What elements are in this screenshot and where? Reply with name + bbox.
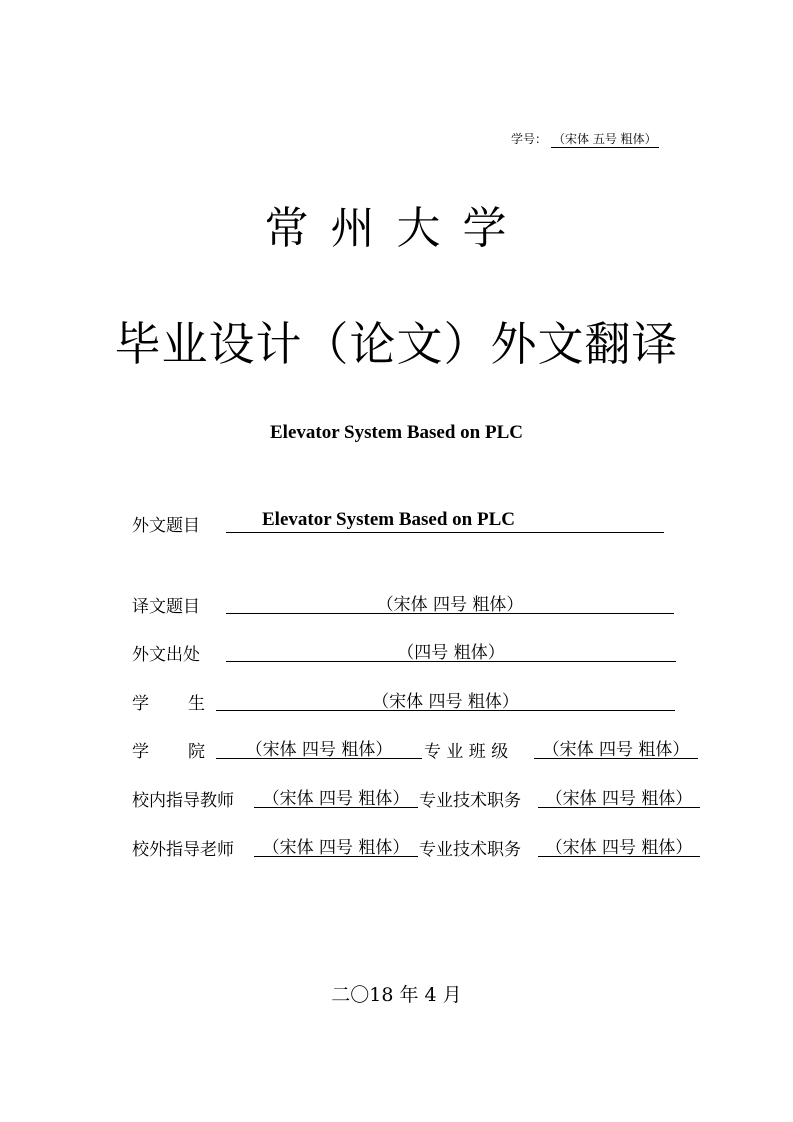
- inner-title-label: 专业技术职务: [419, 791, 521, 811]
- english-title: Elevator System Based on PLC: [270, 422, 523, 443]
- source-label: 外文出处: [132, 645, 200, 665]
- student-id-label: 学号：: [511, 132, 548, 146]
- outer-advisor-field[interactable]: （宋体 四号 粗体）: [254, 833, 418, 857]
- student-field[interactable]: （宋体 四号 粗体）: [216, 687, 675, 711]
- inner-title-field[interactable]: （宋体 四号 粗体）: [538, 784, 700, 808]
- foreign-title-field[interactable]: Elevator System Based on PLC: [226, 509, 664, 533]
- source-field[interactable]: （四号 粗体）: [226, 638, 676, 662]
- translated-title-label: 译文题目: [132, 597, 200, 617]
- outer-advisor-label: 校外指导老师: [132, 840, 234, 860]
- major-class-field[interactable]: （宋体 四号 粗体）: [534, 735, 698, 759]
- inner-advisor-field[interactable]: （宋体 四号 粗体）: [254, 784, 418, 808]
- outer-title-label: 专业技术职务: [419, 840, 521, 860]
- translated-title-field[interactable]: （宋体 四号 粗体）: [226, 590, 674, 614]
- college-field[interactable]: （宋体 四号 粗体）: [216, 735, 422, 759]
- date: 二〇18 年 4 月: [331, 984, 462, 1006]
- document-title: 毕业设计（论文）外文翻译: [114, 317, 679, 371]
- student-id-field[interactable]: （宋体 五号 粗体）: [553, 132, 657, 146]
- university-name: 常州大学: [264, 203, 529, 254]
- student-id: [511, 130, 659, 148]
- college-label-2: 院: [188, 742, 205, 762]
- student-label-2: 生: [188, 694, 205, 714]
- college-label-1: 学: [132, 742, 149, 762]
- major-class-label: 专 业 班 级: [424, 742, 509, 762]
- student-label-1: 学: [132, 694, 149, 714]
- foreign-title-label: 外文题目: [132, 516, 200, 536]
- inner-advisor-label: 校内指导教师: [132, 791, 234, 811]
- outer-title-field[interactable]: （宋体 四号 粗体）: [538, 833, 700, 857]
